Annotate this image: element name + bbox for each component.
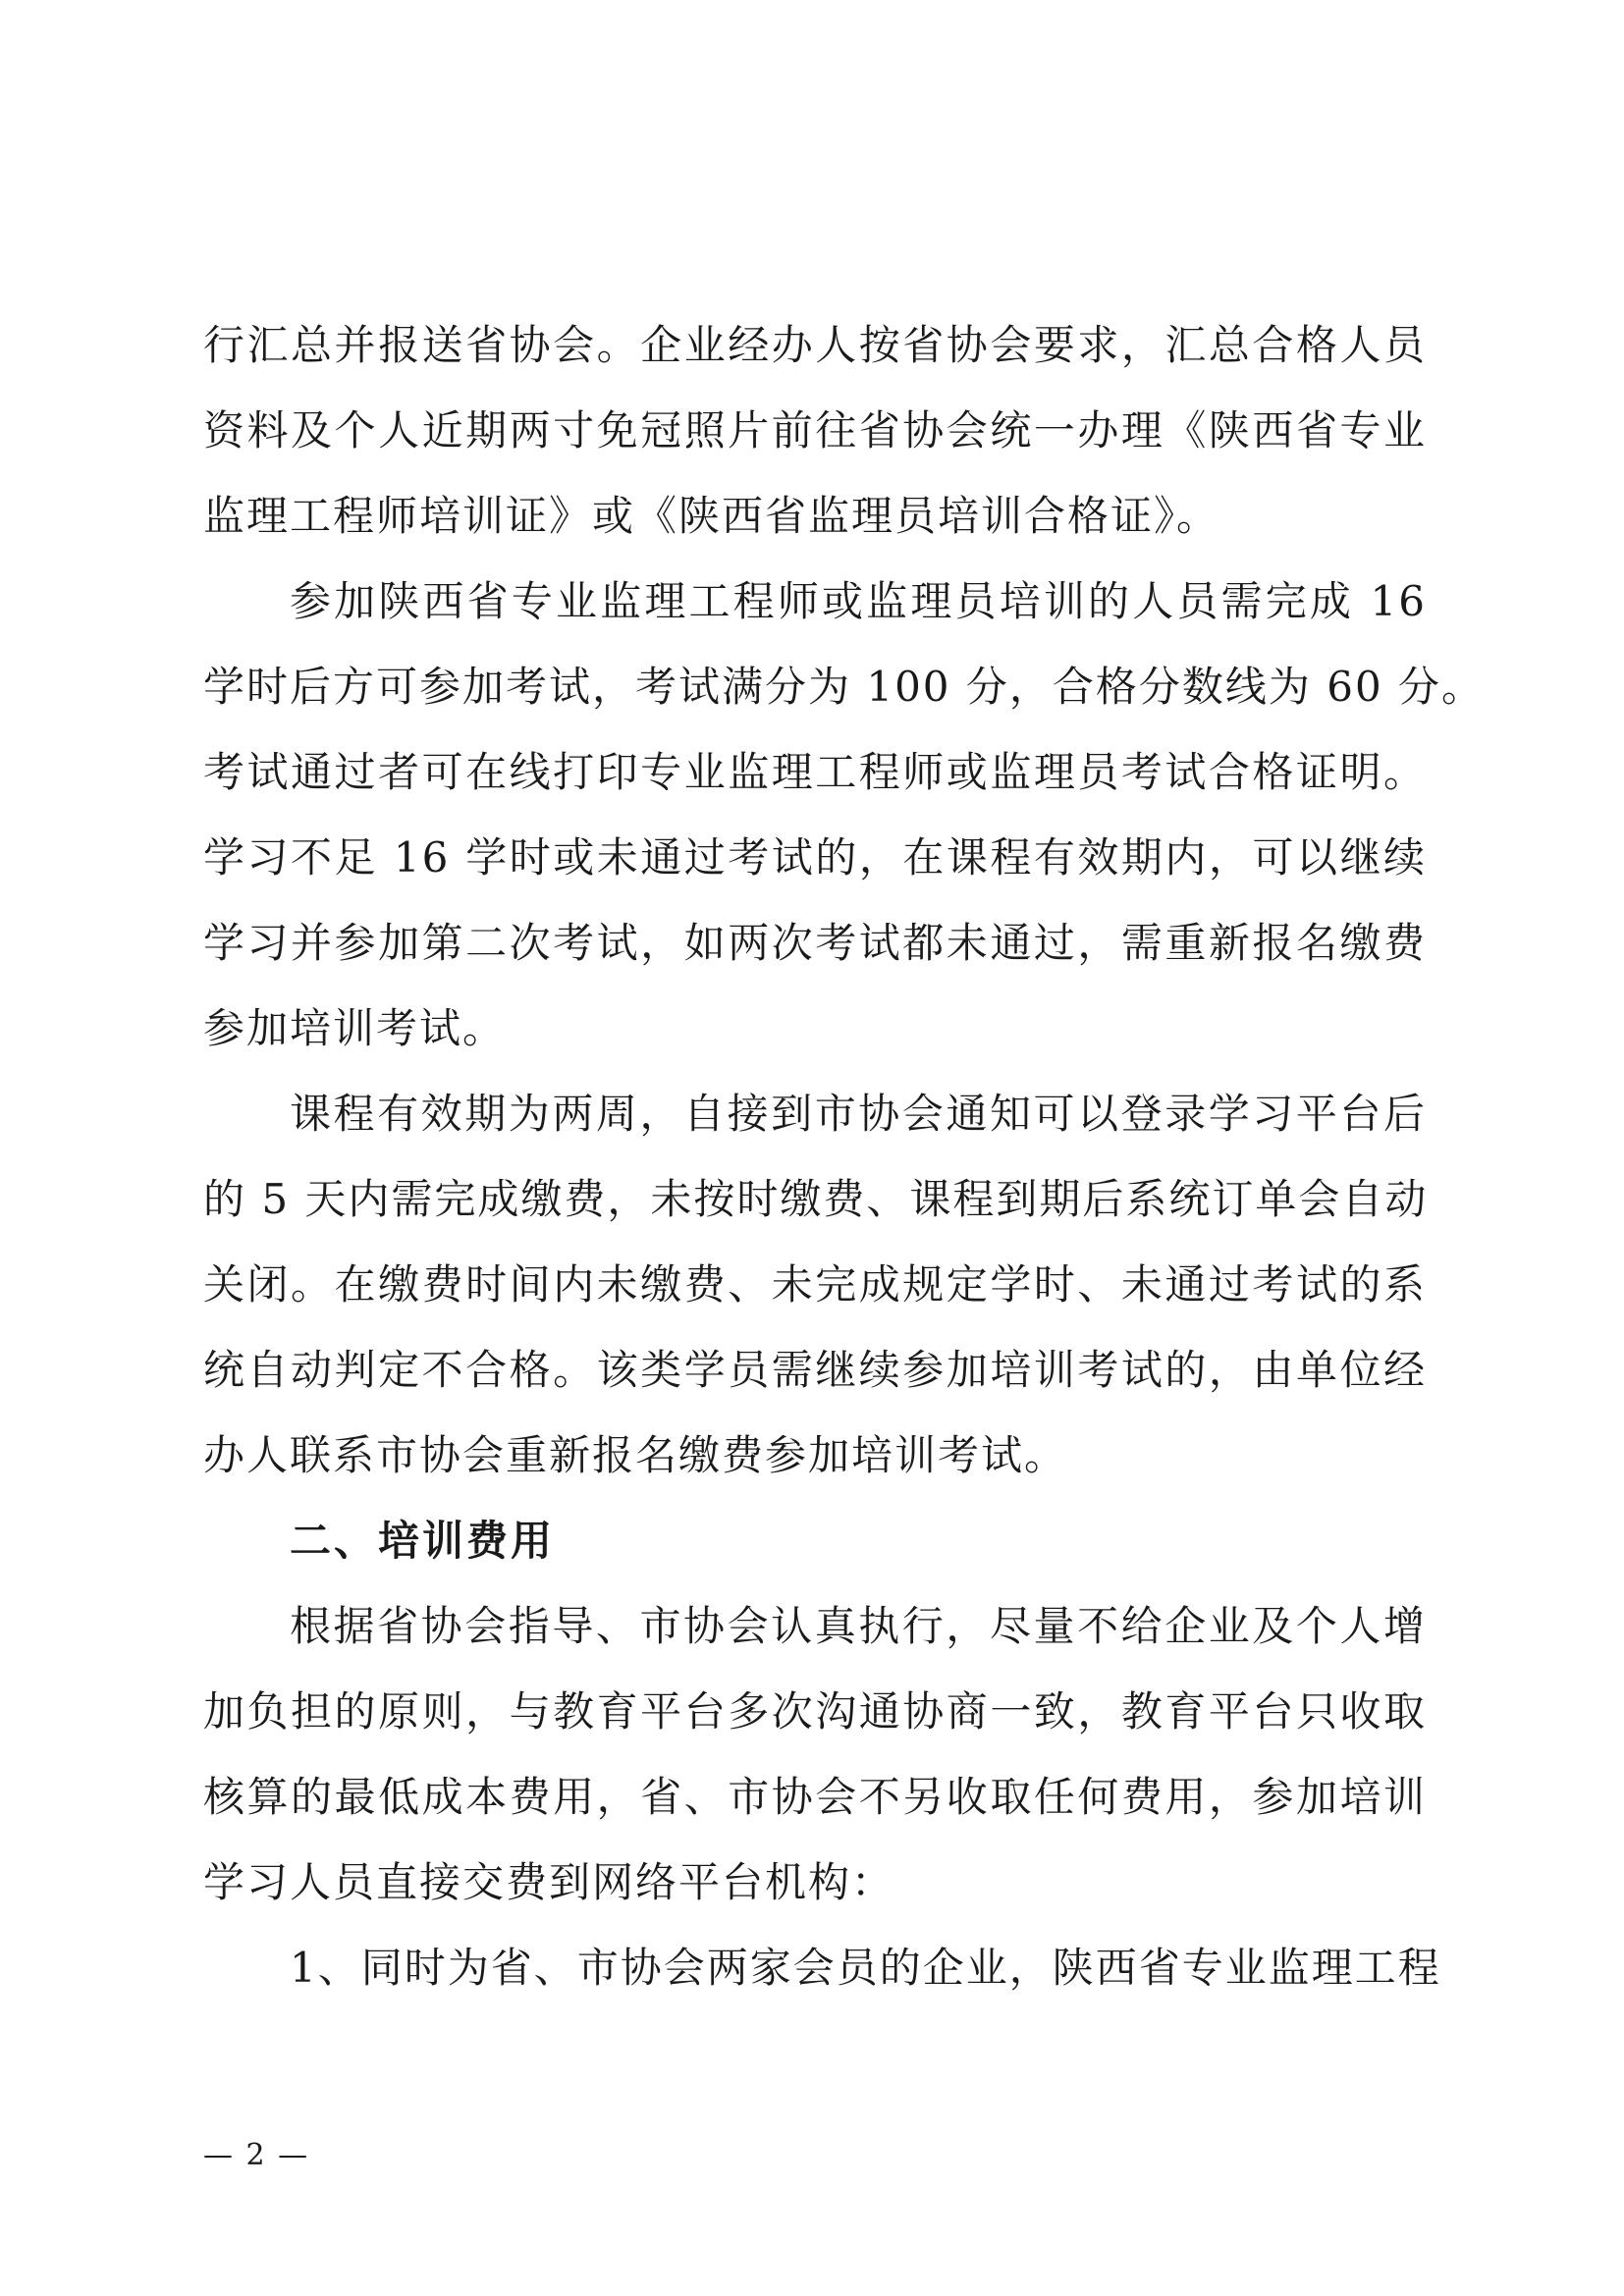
paragraph-line: 课程有效期为两周，自接到市协会通知可以登录学习平台后: [290, 1090, 1427, 1138]
paragraph-line: 学习不足 16 学时或未通过考试的，在课程有效期内，可以继续: [203, 833, 1427, 881]
paragraph-line: 加负担的原则，与教育平台多次沟通协商一致，教育平台只收取: [203, 1687, 1427, 1735]
paragraph-line: 考试通过者可在线打印专业监理工程师或监理员考试合格证明。: [203, 748, 1427, 796]
paragraph-line: 学习人员直接交费到网络平台机构：: [203, 1858, 895, 1906]
paragraph-line: 学习并参加第二次考试，如两次考试都未通过，需重新报名缴费: [203, 919, 1427, 967]
paragraph-line: 核算的最低成本费用，省、市协会不另收取任何费用，参加培训: [203, 1773, 1427, 1821]
paragraph-line: 行汇总并报送省协会。企业经办人按省协会要求，汇总合格人员: [203, 321, 1427, 369]
paragraph-line: 监理工程师培训证》或《陕西省监理员培训合格证》。: [203, 492, 1220, 540]
paragraph-line: 资料及个人近期两寸免冠照片前往省协会统一办理《陕西省专业: [203, 406, 1427, 454]
paragraph-line: 参加培训考试。: [203, 1004, 507, 1052]
paragraph-line: 参加陕西省专业监理工程师或监理员培训的人员需完成 16: [290, 577, 1427, 625]
paragraph-line: 根据省协会指导、市协会认真执行，尽量不给企业及个人增: [290, 1602, 1427, 1650]
paragraph-line: 学时后方可参加考试，考试满分为 100 分，合格分数线为 60 分。: [203, 663, 1486, 711]
paragraph-line: 1、同时为省、市协会两家会员的企业，陕西省专业监理工程: [290, 1944, 1441, 1992]
section-heading: 二、培训费用: [290, 1517, 556, 1565]
document-body: [203, 302, 1486, 2010]
page-number: — 2 —: [203, 2138, 310, 2172]
paragraph-line: 统自动判定不合格。该类学员需继续参加培训考试的，由单位经: [203, 1346, 1427, 1394]
paragraph-line: 办人联系市协会重新报名缴费参加培训考试。: [203, 1431, 1068, 1479]
paragraph-line: 的 5 天内需完成缴费，未按时缴费、课程到期后系统订单会自动: [203, 1175, 1429, 1223]
paragraph-line: 关闭。在缴费时间内未缴费、未完成规定学时、未通过考试的系: [203, 1260, 1427, 1308]
